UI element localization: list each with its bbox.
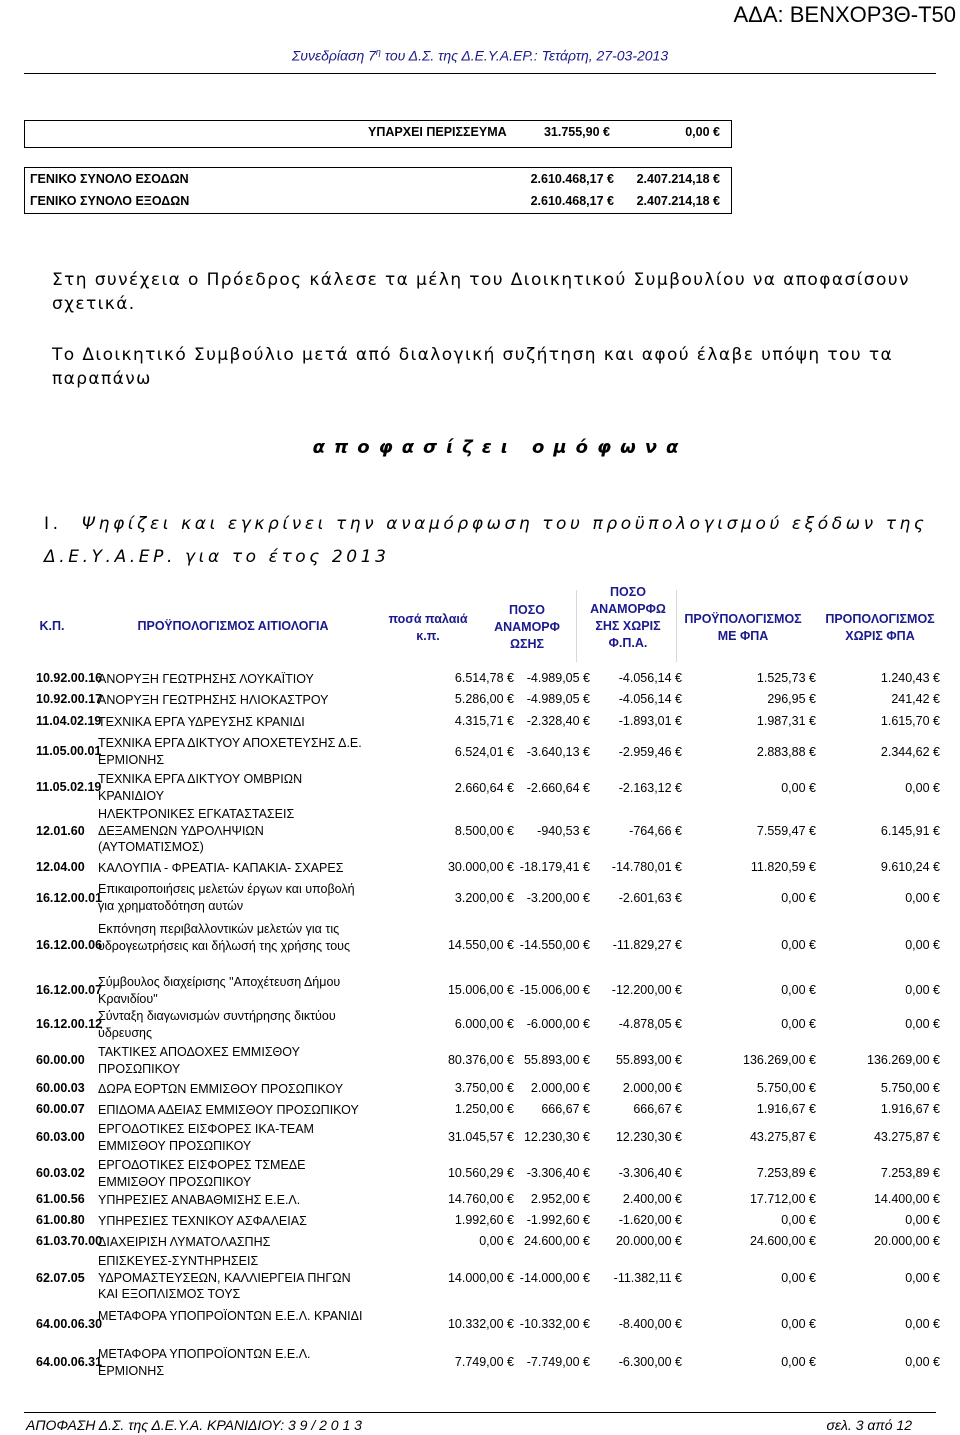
cell-budget-novat: 2.344,62 €	[880, 745, 940, 759]
col-header-desc: ΠΡΟΫΠΟΛΟΓΙΣΜΟΣ ΑΙΤΙΟΛΟΓΙΑ	[137, 619, 329, 633]
cell-old: 3.200,00 €	[454, 891, 514, 905]
row-description: Σύμβουλος διαχείρισης "Αποχέτευση Δήμου Κρανιδίου"	[98, 975, 341, 1006]
cell-old: 15.006,00 €	[447, 983, 514, 997]
header-divider	[24, 73, 936, 74]
cell-budget-vat: 24.600,00 €	[749, 1234, 816, 1248]
cell-budget-vat: 5.750,00 €	[756, 1081, 816, 1095]
cell-budget-vat: 0,00 €	[781, 1213, 816, 1227]
cell-budget-novat: 5.750,00 €	[880, 1081, 940, 1095]
cell-reform-novat: -14.780,01 €	[611, 860, 682, 874]
cell-budget-vat: 1.916,67 €	[756, 1102, 816, 1116]
row-description: ΜΕΤΑΦΟΡΑ ΥΠΟΠΡΟΪΟΝΤΩΝ Ε.Ε.Λ. ΕΡΜΙΟΝΗΣ	[98, 1347, 311, 1378]
cell-budget-novat: 7.253,89 €	[880, 1166, 940, 1180]
cell-reform-novat: 666,67 €	[633, 1102, 682, 1116]
cell-budget-vat: 0,00 €	[781, 1317, 816, 1331]
cell-reform: -3.306,40 €	[526, 1166, 590, 1180]
row-description: ΤΕΧΝΙΚΑ ΕΡΓΑ ΔΙΚΤΥΟΥ ΟΜΒΡΙΩΝ ΚΡΑΝΙΔΙΟΥ	[98, 772, 303, 803]
row-description: ΜΕΤΑΦΟΡΑ ΥΠΟΠΡΟΪΟΝΤΩΝ Ε.Ε.Λ. ΚΡΑΝΙΔΙ	[98, 1309, 363, 1323]
cell-reform: -6.000,00 €	[526, 1017, 590, 1031]
cell-reform: 2.000,00 €	[530, 1081, 590, 1095]
col-header-kp: Κ.Π.	[39, 619, 65, 633]
ada-code: ΑΔΑ: ΒΕΝΧΟΡ3Θ-Τ50	[733, 2, 956, 27]
cell-reform-novat: 12.230,30 €	[615, 1130, 682, 1144]
cell-old: 7.749,00 €	[454, 1355, 514, 1369]
cell-budget-novat: 0,00 €	[905, 983, 940, 997]
cell-reform-novat: -764,66 €	[629, 824, 682, 838]
cell-budget-vat: 1.987,31 €	[756, 714, 816, 728]
cell-budget-vat: 0,00 €	[781, 1271, 816, 1285]
cell-reform-novat: 2.000,00 €	[622, 1081, 682, 1095]
income-total-value-2: 2.407.214,18 €	[636, 172, 720, 186]
row-code: 60.03.02	[36, 1166, 85, 1180]
cell-budget-novat: 1.615,70 €	[880, 714, 940, 728]
cell-reform-novat: -3.306,40 €	[618, 1166, 682, 1180]
cell-reform: -3.640,13 €	[526, 745, 590, 759]
cell-budget-vat: 0,00 €	[781, 781, 816, 795]
cell-budget-novat: 20.000,00 €	[873, 1234, 940, 1248]
row-code: 62.07.05	[36, 1271, 85, 1285]
cell-reform: -14.000,00 €	[519, 1271, 590, 1285]
cell-budget-novat: 0,00 €	[905, 1271, 940, 1285]
row-description: ΚΑΛΟΥΠΙΑ - ΦΡΕΑΤΙΑ- ΚΑΠΑΚΙΑ- ΣΧΑΡΕΣ	[98, 861, 344, 875]
cell-old: 10.332,00 €	[447, 1317, 514, 1331]
row-description: ΑΝΟΡΥΞΗ ΓΕΩΤΡΗΣΗΣ ΗΛΙΟΚΑΣΤΡΟΥ	[98, 693, 329, 707]
row-code: 10.92.00.16	[36, 671, 103, 685]
cell-reform: -2.660,64 €	[526, 781, 590, 795]
cell-reform: -15.006,00 €	[519, 983, 590, 997]
col-header-old: ποσά παλαιά κ.π.	[388, 612, 468, 643]
cell-old: 80.376,00 €	[447, 1053, 514, 1067]
cell-budget-vat: 136.269,00 €	[743, 1053, 816, 1067]
cell-reform: -18.179,41 €	[519, 860, 590, 874]
cell-old: 10.560,29 €	[447, 1166, 514, 1180]
cell-reform: 55.893,00 €	[523, 1053, 590, 1067]
cell-old: 3.750,00 €	[454, 1081, 514, 1095]
row-description: ΔΩΡΑ ΕΟΡΤΩΝ ΕΜΜΙΣΘΟΥ ΠΡΟΣΩΠΙΚΟΥ	[98, 1082, 344, 1096]
cell-reform: 12.230,30 €	[523, 1130, 590, 1144]
cell-reform-novat: 2.400,00 €	[622, 1192, 682, 1206]
cell-budget-vat: 11.820,59 €	[750, 860, 816, 874]
row-code: 12.04.00	[36, 860, 85, 874]
cell-budget-vat: 0,00 €	[781, 1017, 816, 1031]
cell-reform-novat: 20.000,00 €	[615, 1234, 682, 1248]
expense-total-value-2: 2.407.214,18 €	[636, 194, 720, 208]
cell-budget-novat: 0,00 €	[905, 1213, 940, 1227]
row-description: Σύνταξη διαγωνισμών συντήρησης δικτύου ύδρευσης	[98, 1009, 336, 1040]
row-code: 61.03.70.00	[36, 1234, 103, 1248]
cell-budget-novat: 136.269,00 €	[867, 1053, 940, 1067]
cell-budget-novat: 0,00 €	[905, 938, 940, 952]
cell-reform: -10.332,00 €	[519, 1317, 590, 1331]
row-code: 61.00.56	[36, 1192, 85, 1206]
row-code: 12.01.60	[36, 824, 85, 838]
cell-old: 0,00 €	[479, 1234, 514, 1248]
cell-reform-novat: -4.056,14 €	[618, 692, 682, 706]
cell-reform-novat: -1.893,01 €	[618, 714, 682, 728]
cell-budget-novat: 241,42 €	[891, 692, 940, 706]
row-description: ΔΙΑΧΕΙΡΙΣΗ ΛΥΜΑΤΟΛΑΣΠΗΣ	[98, 1235, 271, 1249]
cell-old: 14.000,00 €	[447, 1271, 514, 1285]
cell-reform-novat: -2.959,46 €	[618, 745, 682, 759]
cell-reform: -14.550,00 €	[519, 938, 590, 952]
cell-old: 14.760,00 €	[447, 1192, 514, 1206]
cell-old: 4.315,71 €	[454, 714, 514, 728]
cell-budget-novat: 0,00 €	[905, 1355, 940, 1369]
cell-old: 5.286,00 €	[454, 692, 514, 706]
cell-reform-novat: -2.601,63 €	[618, 891, 682, 905]
row-code: 64.00.06.31	[36, 1355, 103, 1369]
row-code: 60.00.00	[36, 1053, 85, 1067]
row-code: 60.00.03	[36, 1081, 85, 1095]
cell-budget-vat: 296,95 €	[767, 692, 816, 706]
cell-budget-novat: 14.400,00 €	[873, 1192, 940, 1206]
cell-reform: -3.200,00 €	[526, 891, 590, 905]
row-code: 11.05.02.19	[36, 780, 102, 794]
row-code: 64.00.06.30	[36, 1317, 103, 1331]
cell-reform: -4.989,05 €	[526, 692, 590, 706]
paragraph-board: Το Διοικητικό Συμβούλιο μετά από διαλογική συζήτηση και αφού έλαβε υπόψη του τα παραπάνω	[52, 345, 894, 389]
cell-budget-vat: 43.275,87 €	[749, 1130, 816, 1144]
cell-budget-novat: 0,00 €	[905, 1317, 940, 1331]
column-divider	[676, 590, 677, 662]
row-description: ΕΠΙΔΟΜΑ ΑΔΕΙΑΣ ΕΜΜΙΣΘΟΥ ΠΡΟΣΩΠΙΚΟΥ	[98, 1103, 359, 1117]
cell-budget-vat: 2.883,88 €	[756, 745, 816, 759]
cell-budget-novat: 6.145,91 €	[880, 824, 940, 838]
row-code: 16.12.00.01	[36, 891, 103, 905]
cell-reform: -4.989,05 €	[526, 671, 590, 685]
row-description: Επικαιροποιήσεις μελετών έργων και υποβολή για χρηματοδότηση αυτών	[98, 882, 355, 913]
row-description: ΤΕΧΝΙΚΑ ΕΡΓΑ ΥΔΡΕΥΣΗΣ ΚΡΑΝΙΔΙ	[98, 715, 305, 729]
column-divider	[576, 590, 577, 662]
row-description: ΥΠΗΡΕΣΙΕΣ ΑΝΑΒΑΘΜΙΣΗΣ Ε.Ε.Λ.	[98, 1193, 301, 1207]
cell-budget-novat: 0,00 €	[905, 1017, 940, 1031]
decision-heading: αποφασίζει ομόφωνα	[312, 437, 688, 458]
footer-decision-ref: ΑΠΟΦΑΣΗ Δ.Σ. της Δ.Ε.Υ.Α. ΚΡΑΝΙΔΙΟΥ: 3 9 / 2 0 1 3	[26, 1417, 362, 1433]
row-description: ΕΡΓΟΔΟΤΙΚΕΣ ΕΙΣΦΟΡΕΣ ΤΣΜΕΔΕ ΕΜΜΙΣΘΟΥ ΠΡΟΣΩΠΙΚΟΥ	[98, 1158, 306, 1189]
surplus-label: ΥΠΑΡΧΕΙ ΠΕΡΙΣΣΕΥΜΑ	[368, 125, 507, 139]
cell-reform: -7.749,00 €	[526, 1355, 590, 1369]
cell-old: 31.045,57 €	[447, 1130, 514, 1144]
cell-budget-vat: 0,00 €	[781, 983, 816, 997]
surplus-value-1: 31.755,90 €	[543, 125, 610, 139]
cell-reform: 24.600,00 €	[523, 1234, 590, 1248]
paragraph-intro: Στη συνέχεια ο Πρόεδρος κάλεσε τα μέλη του Διοικητικού Συμβουλίου να αποφασίσουν σχετικά.	[52, 270, 910, 314]
cell-reform-novat: -8.400,00 €	[618, 1317, 682, 1331]
row-description: ΤΕΧΝΙΚΑ ΕΡΓΑ ΔΙΚΤΥΟΥ ΑΠΟΧΕΤΕΥΣΗΣ Δ.Ε. ΕΡΜΙΟΝΗΣ	[98, 736, 362, 767]
decision-item	[44, 508, 934, 574]
row-code: 60.00.07	[36, 1102, 85, 1116]
cell-old: 6.524,01 €	[454, 745, 514, 759]
cell-budget-vat: 7.559,47 €	[756, 824, 816, 838]
cell-reform-novat: -11.829,27 €	[612, 938, 682, 952]
col-header-budget-vat: ΠΡΟΫΠΟΛΟΓΙΣΜΟΣ ΜΕ ΦΠΑ	[684, 612, 802, 643]
session-sup: η	[375, 47, 381, 57]
cell-reform: -2.328,40 €	[526, 714, 590, 728]
session-prefix: Συνεδρίαση 7	[291, 47, 376, 64]
cell-reform-novat: -6.300,00 €	[618, 1355, 682, 1369]
cell-reform: -1.992,60 €	[526, 1213, 590, 1227]
col-header-reform-novat: ΠΟΣΟ ΑΝΑΜΟΡΦΩ ΣΗΣ ΧΩΡΙΣ Φ.Π.Α.	[590, 585, 666, 650]
cell-reform-novat: -11.382,11 €	[613, 1271, 682, 1285]
row-code: 11.05.00.01	[36, 744, 102, 758]
cell-old: 1.250,00 €	[454, 1102, 514, 1116]
cell-budget-vat: 0,00 €	[781, 938, 816, 952]
cell-old: 30.000,00 €	[447, 860, 514, 874]
expense-total-label: ΓΕΝΙΚΟ ΣΥΝΟΛΟ ΕΞΟΔΩΝ	[30, 194, 190, 208]
cell-old: 6.000,00 €	[454, 1017, 514, 1031]
col-header-reform: ΠΟΣΟ ΑΝΑΜΟΡΦ ΩΣΗΣ	[494, 603, 560, 651]
footer-divider	[24, 1412, 936, 1413]
cell-budget-vat: 1.525,73 €	[756, 671, 816, 685]
cell-budget-novat: 0,00 €	[905, 891, 940, 905]
session-line	[0, 47, 960, 64]
row-description: ΕΡΓΟΔΟΤΙΚΕΣ ΕΙΣΦΟΡΕΣ ΙΚΑ-ΤΕΑΜ ΕΜΜΙΣΘΟΥ ΠΡΟΣΩΠΙΚΟΥ	[98, 1122, 314, 1153]
cell-budget-vat: 0,00 €	[781, 891, 816, 905]
cell-reform-novat: -2.163,12 €	[618, 781, 682, 795]
cell-reform-novat: 55.893,00 €	[615, 1053, 682, 1067]
item-number: Ι.	[44, 514, 62, 534]
income-total-value-1: 2.610.468,17 €	[530, 172, 614, 186]
cell-budget-novat: 1.240,43 €	[880, 671, 940, 685]
footer-page-number: σελ. 3 από 12	[826, 1417, 912, 1433]
surplus-value-2: 0,00 €	[685, 125, 720, 139]
row-code: 60.03.00	[36, 1130, 85, 1144]
cell-budget-novat: 0,00 €	[905, 781, 940, 795]
cell-old: 2.660,64 €	[454, 781, 514, 795]
cell-reform: 666,67 €	[541, 1102, 590, 1116]
row-description: ΕΠΙΣΚΕΥΕΣ-ΣΥΝΤΗΡΗΣΕΙΣ ΥΔΡΟΜΑΣΤΕΥΣΕΩΝ, ΚΑΛΛΙΕΡΓΕΙΑ ΠΗΓΩΝ ΚΑΙ ΕΞΟΠΛΙΣΜΟΣ ΤΟΥΣ	[98, 1254, 351, 1301]
row-description: ΥΠΗΡΕΣΙΕΣ ΤΕΧΝΙΚΟΥ ΑΣΦΑΛΕΙΑΣ	[98, 1214, 307, 1228]
cell-budget-novat: 43.275,87 €	[873, 1130, 940, 1144]
row-description: Εκπόνηση περιβαλλοντικών μελετών για τις υδρογεωτρήσεις και δήλωσή της χρήσης τους	[98, 922, 351, 953]
cell-old: 6.514,78 €	[454, 671, 514, 685]
row-code: 10.92.00.17	[36, 692, 103, 706]
item-text: Ψηφίζει και εγκρίνει την αναμόρφωση του προϋπολογισμού εξόδων της Δ.Ε.Υ.Α.ΕΡ. για το έτος 2013	[44, 514, 928, 567]
cell-budget-novat: 9.610,24 €	[880, 860, 940, 874]
row-description: ΑΝΟΡΥΞΗ ΓΕΩΤΡΗΣΗΣ ΛΟΥΚΑΪΤΙΟΥ	[98, 672, 314, 686]
expense-total-value-1: 2.610.468,17 €	[530, 194, 614, 208]
cell-reform-novat: -1.620,00 €	[618, 1213, 682, 1227]
cell-reform: -940,53 €	[537, 824, 590, 838]
row-code: 61.00.80	[36, 1213, 85, 1227]
cell-reform-novat: -4.878,05 €	[618, 1017, 682, 1031]
cell-budget-vat: 17.712,00 €	[749, 1192, 816, 1206]
row-code: 16.12.00.06	[36, 938, 103, 952]
row-code: 11.04.02.19	[36, 714, 102, 728]
income-total-label: ΓΕΝΙΚΟ ΣΥΝΟΛΟ ΕΣΟΔΩΝ	[30, 172, 189, 186]
cell-old: 14.550,00 €	[447, 938, 514, 952]
row-description: ΤΑΚΤΙΚΕΣ ΑΠΟΔΟΧΕΣ ΕΜΜΙΣΘΟΥ ΠΡΟΣΩΠΙΚΟΥ	[98, 1045, 300, 1076]
session-suffix: του Δ.Σ. της Δ.Ε.Υ.Α.ΕΡ.: Τετάρτη, 27-03-2013	[380, 47, 669, 64]
row-code: 16.12.00.07	[36, 983, 103, 997]
cell-reform-novat: -12.200,00 €	[611, 983, 682, 997]
row-description: ΗΛΕΚΤΡΟΝΙΚΕΣ ΕΓΚΑΤΑΣΤΑΣΕΙΣ ΔΕΞΑΜΕΝΩΝ ΥΔΡΟΛΗΨΙΩΝ (ΑΥΤΟΜΑΤΙΣΜΟΣ)	[98, 807, 295, 854]
col-header-budget-novat: ΠΡΟΠΟΛΟΓΙΣΜΟΣ ΧΩΡΙΣ ΦΠΑ	[825, 612, 935, 643]
cell-reform: 2.952,00 €	[530, 1192, 590, 1206]
cell-old: 8.500,00 €	[454, 824, 514, 838]
cell-budget-novat: 1.916,67 €	[880, 1102, 940, 1116]
cell-old: 1.992,60 €	[454, 1213, 514, 1227]
cell-reform-novat: -4.056,14 €	[618, 671, 682, 685]
cell-budget-vat: 0,00 €	[781, 1355, 816, 1369]
row-code: 16.12.00.12	[36, 1017, 103, 1031]
cell-budget-vat: 7.253,89 €	[756, 1166, 816, 1180]
